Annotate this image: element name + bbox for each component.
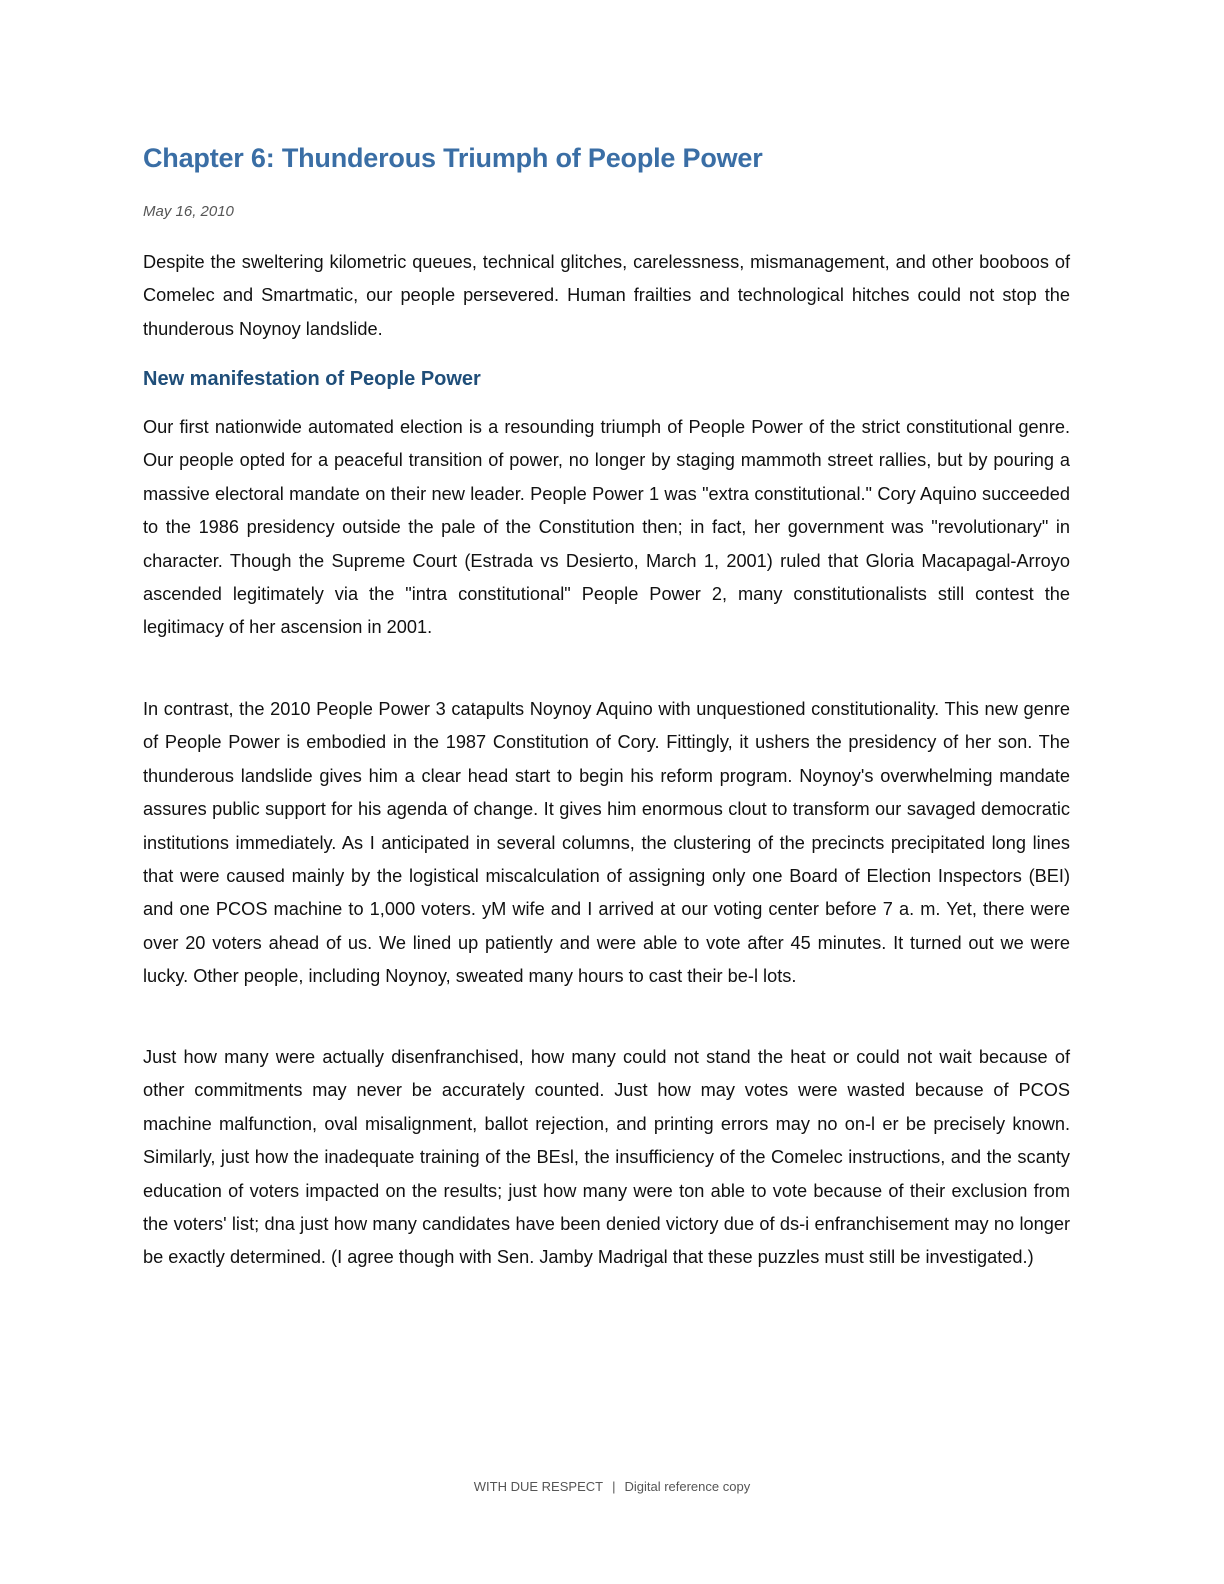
body-paragraph-people-power: Our first nationwide automated election is a resounding triumph of People Power of the strict constitutional genre. Our people opted for a peaceful transition of power, no longer by staging mammoth street rallies, but by pouring a massive electoral mandate on their new leader. People Power 1 was "extra constitutional." Cory Aquino succeeded to the 1986 presidency outside the pale of the Constitution then; in fact, her government was "revolutionary" in character. Though the Supreme Court (Estrada vs Desierto, March 1, 2001) ruled that Gloria Macapagal-Arroyo ascended legitimately via the "intra constitutional" People Power 2, many constitutionalists still contest the legitimacy of her ascension in 2001. bbox=[143, 417, 1070, 638]
body-paragraph-disenfranchised: Just how many were actually disenfranchised, how many could not stand the heat or could not wait because of other commitments may never be accurately counted. Just how may votes were wasted because of PCOS machine malfunction, oval misalignment, ballot rejection, and printing errors may no on-l er be precisely known. Similarly, just how the inadequate training of the BEsl, the insufficiency of the Comelec instructions, and the scanty education of voters impacted on the results; just how many were ton able to vote because of their exclusion from the voters' list; dna just how many candidates have been denied victory due of ds-i enfranchisement may no longer be exactly determined. (I agree though with Sen. Jamby Madrigal that these puzzles must still be investigated.) bbox=[143, 1047, 1070, 1268]
body-paragraph-contrast: In contrast, the 2010 People Power 3 catapults Noynoy Aquino with unquestioned constitutionality. This new genre of People Power is embodied in the 1987 Constitution of Cory. Fittingly, it ushers the presidency of her son. The thunderous landslide gives him a clear head start to begin his reform program. Noynoy's overwhelming mandate assures public support for his agenda of change. It gives him enormous clout to transform our savaged democratic institutions immediately. As I anticipated in several columns, the clustering of the precincts precipitated long lines that were caused mainly by the logistical miscalculation of assigning only one Board of Election Inspectors (BEI) and one PCOS machine to 1,000 voters. yM wife and I arrived at our voting center before 7 a. m. Yet, there were over 20 voters ahead of us. We lined up patiently and were able to vote after 45 minutes. It turned out we were lucky. Other people, including Noynoy, sweated many hours to cast their be-l lots. bbox=[143, 699, 1070, 987]
intro-paragraph: Despite the sweltering kilometric queues, technical glitches, carelessness, mismanagement, and other booboos of Comelec and Smartmatic, our people persevered. Human frailties and technological hitches could not stop the thunderous Noynoy landslide. bbox=[143, 252, 1070, 339]
footer-separator: | bbox=[612, 1479, 616, 1494]
section-heading: New manifestation of People Power bbox=[143, 368, 481, 390]
article-date: May 16, 2010 bbox=[143, 203, 234, 220]
chapter-title: Chapter 6: Thunderous Triumph of People Power bbox=[143, 143, 763, 173]
footer-copy-note: Digital reference copy bbox=[624, 1479, 751, 1494]
footer-publication-name: WITH DUE RESPECT bbox=[473, 1479, 604, 1494]
page-footer bbox=[0, 1479, 1224, 1494]
document-page bbox=[143, 0, 1070, 1584]
